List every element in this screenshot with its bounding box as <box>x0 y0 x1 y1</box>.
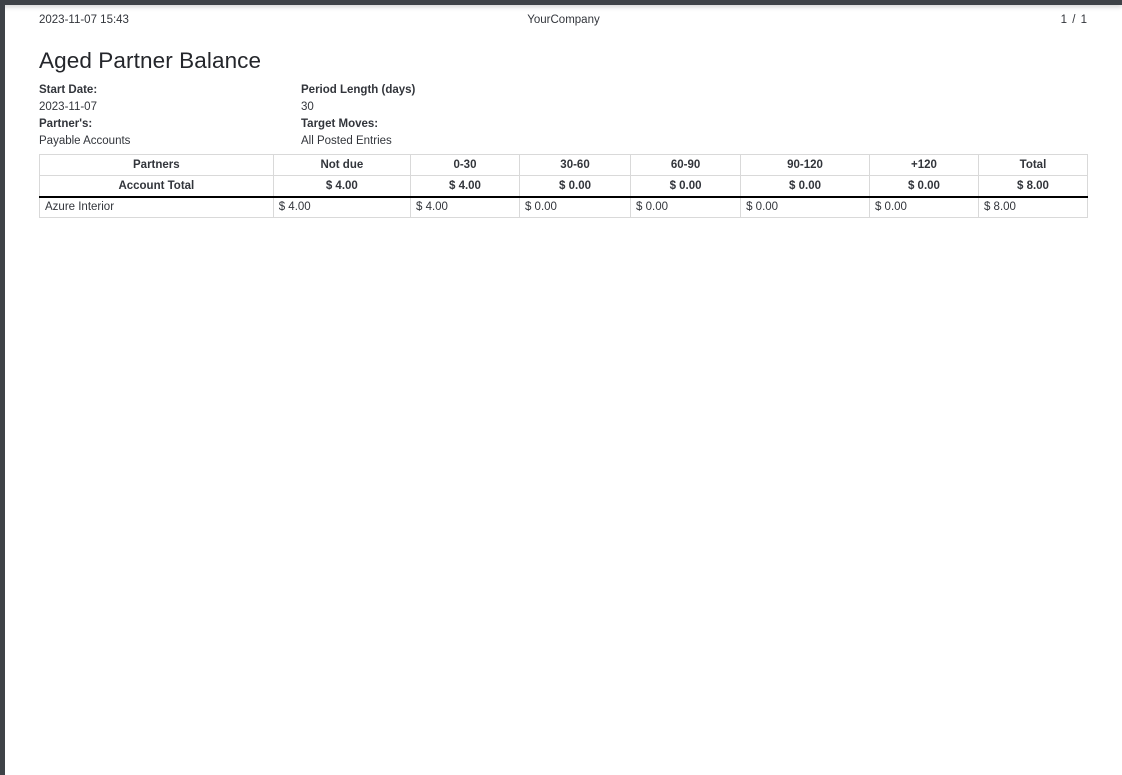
table-header-row <box>40 155 1088 176</box>
column-header-plus-120: +120 <box>869 155 978 176</box>
viewer-edge-top <box>0 0 1122 5</box>
partner-row <box>40 197 1088 218</box>
report-page-header <box>39 14 1088 27</box>
account-total-plus-120: $ 0.00 <box>869 176 978 197</box>
partner-total: $ 8.00 <box>978 197 1087 218</box>
account-total-60-90: $ 0.00 <box>631 176 741 197</box>
column-header-60-90: 60-90 <box>631 155 741 176</box>
page-indicator: 1 / 1 <box>1060 14 1089 26</box>
viewer-edge-left <box>0 0 5 775</box>
column-header-not-due: Not due <box>273 155 410 176</box>
partner-name: Azure Interior <box>40 197 274 218</box>
partner-90-120: $ 0.00 <box>741 197 870 218</box>
account-total-label: Account Total <box>40 176 274 197</box>
partner-not-due: $ 4.00 <box>273 197 410 218</box>
partner-60-90: $ 0.00 <box>631 197 741 218</box>
account-total-90-120: $ 0.00 <box>741 176 870 197</box>
account-total-0-30: $ 4.00 <box>410 176 519 197</box>
partner-0-30: $ 4.00 <box>410 197 519 218</box>
filter-label-target-moves: Target Moves: <box>301 118 379 130</box>
partner-plus-120: $ 0.00 <box>869 197 978 218</box>
filter-value-target-moves: All Posted Entries <box>301 135 392 147</box>
report-filters <box>39 82 1088 150</box>
filter-value-start-date: 2023-11-07 <box>39 101 97 113</box>
column-header-partners: Partners <box>40 155 274 176</box>
account-total-30-60: $ 0.00 <box>519 176 630 197</box>
company-name: YourCompany <box>527 14 600 26</box>
account-total-total: $ 8.00 <box>978 176 1087 197</box>
filter-label-period-length: Period Length (days) <box>301 84 416 96</box>
column-header-90-120: 90-120 <box>741 155 870 176</box>
report-datetime: 2023-11-07 15:43 <box>39 14 129 26</box>
column-header-30-60: 30-60 <box>519 155 630 176</box>
report-title: Aged Partner Balance <box>39 48 262 73</box>
aged-balance-table <box>39 154 1088 218</box>
filter-label-start-date: Start Date: <box>39 84 98 96</box>
partner-30-60: $ 0.00 <box>519 197 630 218</box>
filter-label-partners: Partner's: <box>39 118 93 130</box>
filter-value-partners: Payable Accounts <box>39 135 131 147</box>
account-total-not-due: $ 4.00 <box>273 176 410 197</box>
filter-value-period-length: 30 <box>301 101 314 113</box>
account-total-row <box>40 176 1088 197</box>
report-page <box>5 5 1122 775</box>
column-header-0-30: 0-30 <box>410 155 519 176</box>
column-header-total: Total <box>978 155 1087 176</box>
